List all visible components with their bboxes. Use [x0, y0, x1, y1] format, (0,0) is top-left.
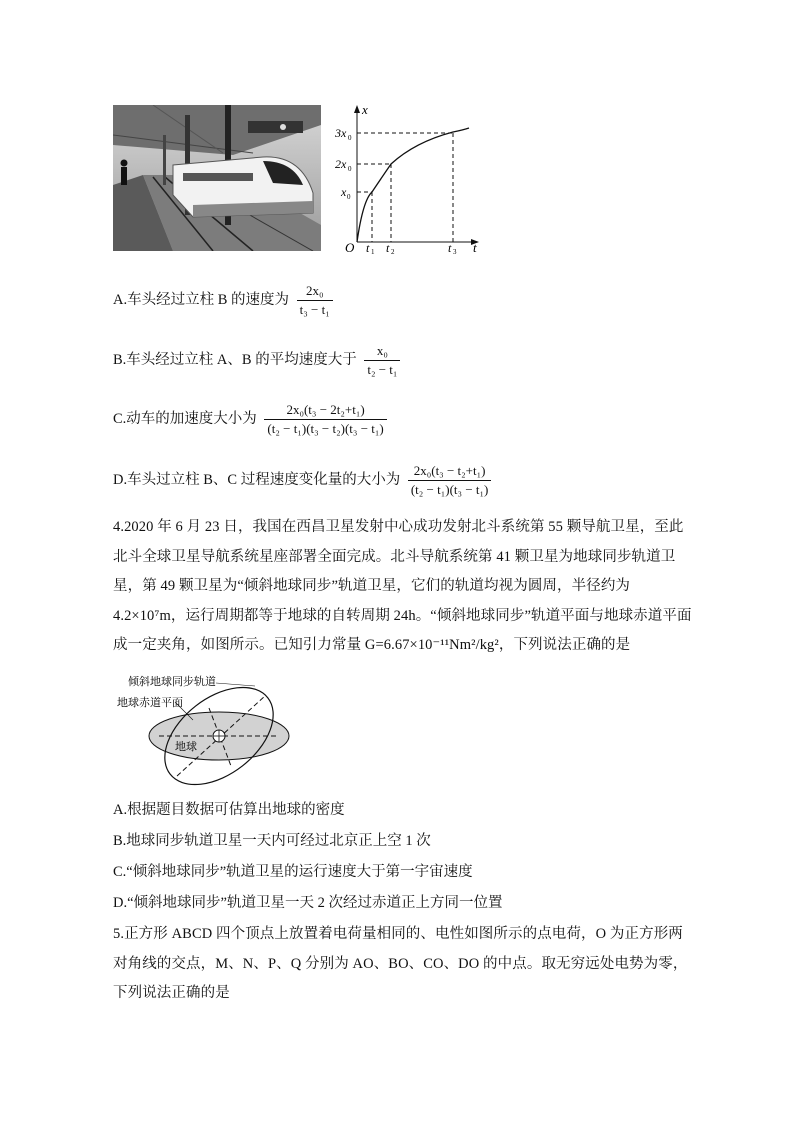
q3-option-d-den: (t₂ − t₁)(t₃ − t₁): [410, 482, 489, 497]
q5-stem: 5.正方形 ABCD 四个顶点上放置着电荷量相同的、电性如图所示的点电荷，O 为正方形两对角线的交点，M、N、P、Q 分别为 AO、BO、CO、DO 的中点。取无穷远处电势为零，下列说法正确的是: [113, 926, 688, 1001]
q4-option-d: D.“倾斜地球同步”轨道卫星一天 2 次经过赤道正上方同一位置: [113, 895, 503, 911]
q3-option-a-num: 2x₀: [297, 282, 333, 301]
q3-option-d-fraction: [408, 462, 492, 499]
q3-option-a-den: t₃ − t₁: [299, 302, 330, 317]
q3-option-b-den: t₂ − t₁: [367, 362, 398, 377]
q4-option-c: C.“倾斜地球同步”轨道卫星的运行速度大于第一宇宙速度: [113, 864, 473, 880]
tick-x0-sub: 0: [347, 193, 351, 201]
origin-label: O: [345, 240, 355, 255]
tick-3x0-sub: 0: [348, 134, 352, 142]
axis-label-x: x: [362, 102, 368, 117]
tick-x0: x: [341, 185, 347, 199]
q4-option-a: A.根据题目数据可估算出地球的密度: [113, 802, 345, 818]
orbit-label-leader: [216, 683, 255, 686]
q4-option-b: B.地球同步轨道卫星一天内可经过北京正上空 1 次: [113, 833, 431, 849]
equator-plane-label: 地球赤道平面: [117, 697, 183, 709]
tick-2x0-sub: 0: [348, 165, 352, 173]
axis-label-t: t: [473, 240, 477, 255]
tick-2x0: 2x: [335, 157, 347, 171]
xt-curve: [357, 128, 469, 242]
x-axis-arrow-icon: [354, 105, 360, 113]
tick-t2: t: [386, 241, 390, 255]
q3-option-c-text: C.动车的加速度大小为: [113, 410, 257, 427]
q3-option-c-num: 2x₀(t₃ − 2t₂+t₁): [264, 401, 386, 420]
orbit-figure: [113, 672, 303, 788]
q4-stem: 4.2020 年 6 月 23 日，我国在西昌卫星发射中心成功发射北斗系统第 55 颗导航卫星，至此北斗全球卫星导航系统星座部署全面完成。北斗导航系统第 41 颗卫星为地球同步轨道卫星，第 49 颗卫星为“倾斜地球同步”轨道卫星，它们的轨道均视为圆周，半径约为 4.2×10⁷m，运行周期都等于地球的自转周期 24h。“倾斜地球同步”轨道平面与地球赤道平面成一定夹角，如图所示。已知引力常量 G=6.67×10⁻¹¹Nm²/kg²，下列说法正确的是: [113, 519, 692, 653]
q3-option-a: [113, 282, 333, 319]
train-photo: [113, 105, 321, 251]
q3-option-b-text: B.车头经过立柱 A、B 的平均速度大于: [113, 351, 357, 368]
q3-option-c-fraction: [264, 401, 386, 438]
tick-t3-sub: 3: [453, 248, 457, 255]
q3-option-c: [113, 401, 387, 438]
tick-t1: t: [366, 241, 370, 255]
q3-option-c-den: (t₂ − t₁)(t₃ − t₂)(t₃ − t₁): [267, 421, 384, 436]
q3-option-d-text: D.车头过立柱 B、C 过程速度变化量的大小为: [113, 471, 401, 488]
tick-t2-sub: 2: [391, 248, 395, 255]
tick-t1-sub: 1: [371, 248, 375, 255]
q3-option-d-num: 2x₀(t₃ − t₂+t₁): [408, 462, 492, 481]
q3-option-b-num: x₀: [364, 342, 400, 361]
q3-option-b-fraction: [364, 342, 400, 379]
earth-label: 地球: [175, 741, 197, 753]
orbit-label: 倾斜地球同步轨道: [128, 676, 216, 688]
xt-graph: [335, 100, 485, 255]
q3-option-a-fraction: [297, 282, 333, 319]
q3-option-b: [113, 342, 400, 379]
q3-option-a-text: A.车头经过立柱 B 的速度为: [113, 291, 290, 308]
train-photo-drawing: [113, 105, 321, 251]
q3-option-d: [113, 462, 491, 499]
tick-t3: t: [448, 241, 452, 255]
tick-3x0: 3x: [335, 126, 347, 140]
